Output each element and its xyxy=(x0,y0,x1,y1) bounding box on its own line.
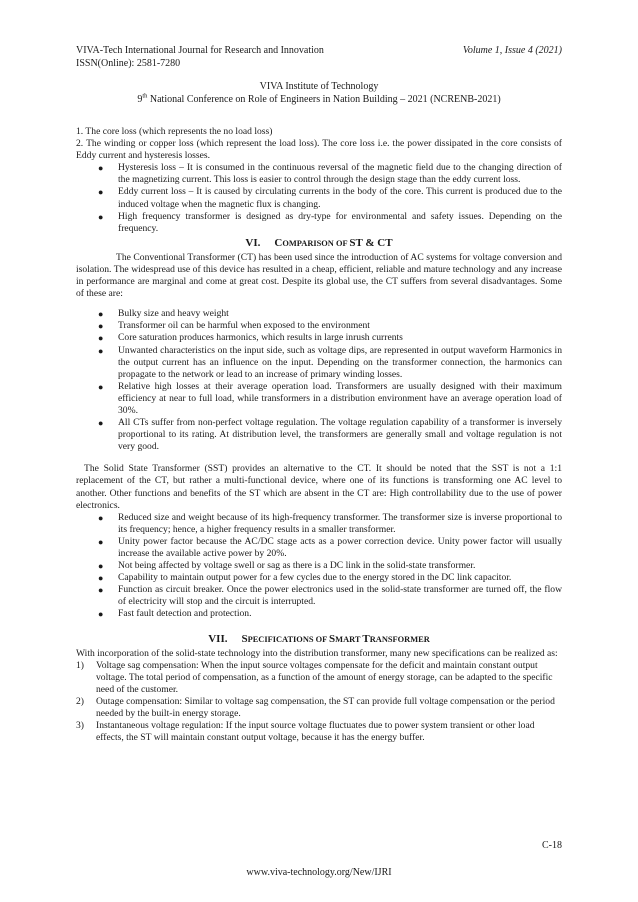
list-item: ● High frequency transformer is designed as dry-type for environmental and safety issues. Depending on the frequency. xyxy=(98,210,562,234)
section-heading-6: VI. COMPARISON OF ST & CT xyxy=(245,236,393,249)
specifications-list xyxy=(76,660,562,745)
list-item: ● Fast fault detection and protection. xyxy=(98,608,252,620)
bullet-icon: ● xyxy=(98,609,104,620)
loss-bullet-list xyxy=(76,162,562,235)
conference-header xyxy=(76,80,562,106)
bullet-icon: ● xyxy=(98,381,104,392)
bullet-icon: ● xyxy=(98,187,104,198)
journal-issn: ISSN(Online): 2581-7280 xyxy=(76,58,181,69)
list-item: ● Unwanted characteristics on the input side, such as voltage dips, are represented in output waveform Harmonics in the output current has an influence on the input. Depending on the transformer connection, the harmonics can propagate to the network or lead to an increase of primary winding losses. xyxy=(98,344,562,380)
journal-issue: Volume 1, Issue 4 (2021) xyxy=(462,45,562,56)
bullet-icon: ● xyxy=(98,211,104,222)
list-item: ● Capability to maintain output power for a few cycles due to the energy stored in the DC link capacitor. xyxy=(98,572,512,584)
list-item: ● Unity power factor because the AC/DC stage acts as a power correction device. Unity power factor will usually increase the available active power by 20%. xyxy=(98,535,562,559)
bullet-icon: ● xyxy=(98,309,104,320)
footer-url: www.viva-technology.org/New/IJRI xyxy=(246,867,392,878)
bullet-icon: ● xyxy=(98,333,104,344)
bullet-icon: ● xyxy=(98,345,104,356)
bullet-icon: ● xyxy=(98,561,104,572)
bullet-icon: ● xyxy=(98,163,104,174)
conference-name: 9th National Conference on Role of Engineers in Nation Building – 2021 (NCRENB-2021) xyxy=(137,92,501,105)
list-item: ● Bulky size and heavy weight xyxy=(98,308,229,320)
bullet-icon: ● xyxy=(98,573,104,584)
section-heading-7: VII. SPECIFICATIONS OF SMART TRANSFORMER xyxy=(208,632,430,645)
institute-name: VIVA Institute of Technology xyxy=(259,81,379,92)
list-item: ● Function as circuit breaker. Once the power electronics used in the solid-state transformer are turned off, the flow of electricity will stop and the circuit is interrupted. xyxy=(98,584,562,608)
list-item: ● Reduced size and weight because of its high-frequency transformer. The transformer size is inverse proportional to its frequency; hence, a higher frequency results in a smaller transformer. xyxy=(98,511,562,535)
list-item: ● All CTs suffer from non-perfect voltage regulation. The voltage regulation capability of a transformer is inversely proportional to its rating. At distribution level, the transformers are generally small and voltage regulation is not very good. xyxy=(98,417,562,453)
main-content xyxy=(76,126,562,744)
st-benefits-list xyxy=(76,512,562,621)
page-number: C-18 xyxy=(542,840,562,851)
bullet-icon: ● xyxy=(98,512,104,523)
list-item: 1) Voltage sag compensation: When the input source voltages compensate for the deficit and maintain constant output voltage. The total period of compensation, as a function of the amount of energy storage, can be adapted to the specific need of the customer. xyxy=(76,659,553,695)
list-item: ● Relative high losses at their average operation load. Transformers are usually designed with their maximum efficiency at near to full load, while transformers in a distribution environment have an average operation load of 30%. xyxy=(98,380,562,416)
bullet-icon: ● xyxy=(98,418,104,429)
list-item: ● Core saturation produces harmonics, which results in large inrush currents xyxy=(98,332,403,344)
section6-paragraph: The Conventional Transformer (CT) has been used since the introduction of AC systems for voltage conversion and isolation. The widespread use of this device has resulted in a cheap, efficient, reliable and mature technology and any increase in performance are marginal and come at great cost. Despite its global use, the CT suffers from several disadvantages. Some of these are: xyxy=(76,251,562,300)
ct-disadvantages-list xyxy=(76,308,562,453)
intro-line-1: 1. The core loss (which represents the no load loss) xyxy=(76,126,273,137)
intro-line-2: 2. The winding or copper loss (which represent the load loss). The core loss i.e. the power dissipated in the core consists of Eddy current and hysteresis losses. xyxy=(76,138,562,162)
list-item: 2) Outage compensation: Similar to voltage sag compensation, the ST can provide full voltage compensation or the period needed by the built-in energy storage. xyxy=(76,695,555,720)
list-item: ● Transformer oil can be harmful when exposed to the environment xyxy=(98,320,370,332)
journal-header xyxy=(76,44,562,70)
bullet-icon: ● xyxy=(98,536,104,547)
list-item: ● Not being affected by voltage swell or sag as there is a DC link in the solid-state transformer. xyxy=(98,560,476,572)
section7-paragraph: With incorporation of the solid-state technology into the distribution transformer, many new specifications can be realized as: xyxy=(76,647,558,659)
list-item: ● Eddy current loss – It is caused by circulating currents in the body of the core. This current is produced due to the induced voltage when the magnetic flux is changing. xyxy=(98,186,562,210)
list-item: ● Hysteresis loss – It is consumed in the continuous reversal of the magnetic field due to the changing direction of the magnetizing current. This loss is easier to control through the design stage than the eddy current loss. xyxy=(98,162,562,186)
journal-name: VIVA-Tech International Journal for Research and Innovation xyxy=(76,45,324,56)
bullet-icon: ● xyxy=(98,321,104,332)
list-item: 3) Instantaneous voltage regulation: If the input source voltage fluctuates due to power system transient or other load effects, the ST will maintain constant output voltage, because it has the energy buffer. xyxy=(76,720,535,744)
sst-paragraph: The Solid State Transformer (SST) provides an alternative to the CT. It should be noted that the SST is not a 1:1 replacement of the CT, but rather a multi-functional device, where one of its functions is transforming one AC level to another. Other functions and benefits of the ST which are absent in the CT are: High controllability due to the use of power electronics. xyxy=(76,463,562,511)
bullet-icon: ● xyxy=(98,585,104,596)
